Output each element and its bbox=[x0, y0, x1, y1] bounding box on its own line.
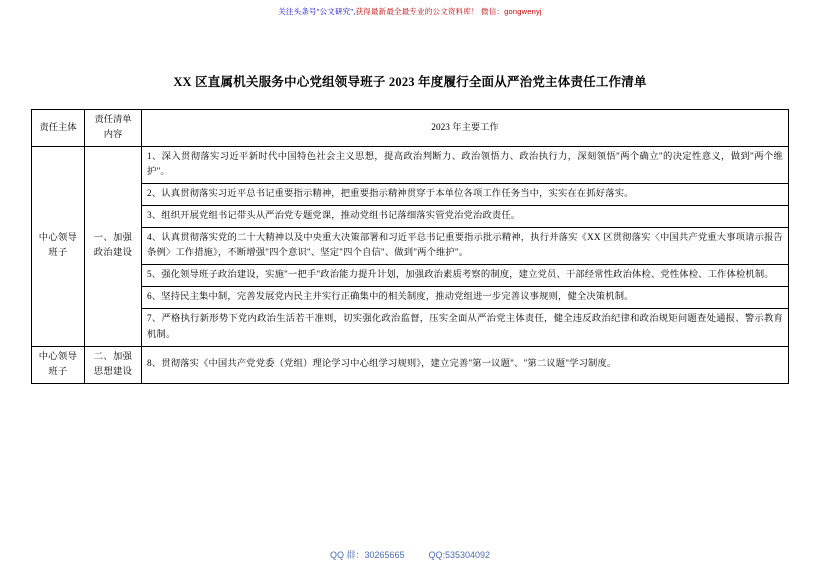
header-cell-work: 2023 年主要工作 bbox=[142, 110, 789, 147]
cell-work: 1、深入贯彻落实习近平新时代中国特色社会主义思想，提高政治判断力、政治领悟力、政治执行力，深刻领悟"两个确立"的决定性意义，做到"两个维护"。 bbox=[142, 147, 789, 184]
promo-banner bbox=[0, 0, 820, 22]
cell-work: 8、贯彻落实《中国共产党党委（党组）理论学习中心组学习规则》，建立完善"第一议题"、"第二议题"学习制度。 bbox=[142, 346, 789, 383]
table-row bbox=[32, 309, 789, 346]
table-row bbox=[32, 228, 789, 265]
table-body bbox=[32, 147, 789, 384]
cell-work: 2、认真贯彻落实习近平总书记重要指示精神，把重要指示精神贯穿于本单位各项工作任务当中，实实在在抓好落实。 bbox=[142, 184, 789, 206]
table-row bbox=[32, 184, 789, 206]
cell-listname: 一、加强政治建设 bbox=[85, 147, 142, 346]
promo-banner-text bbox=[278, 6, 542, 17]
table-row bbox=[32, 147, 789, 184]
footer-qq: QQ:535304092 bbox=[428, 550, 491, 560]
footer-qq-group: QQ 群：30265665 bbox=[329, 550, 405, 560]
header-cell-subject: 责任主体 bbox=[32, 110, 85, 147]
cell-subject: 中心领导班子 bbox=[32, 346, 85, 383]
responsibility-table bbox=[31, 109, 789, 384]
table-row bbox=[32, 265, 789, 287]
header-cell-listname: 责任清单内容 bbox=[85, 110, 142, 147]
table-header bbox=[32, 110, 789, 147]
page-title: XX 区直属机关服务中心党组领导班子 2023 年度履行全面从严治党主体责任工作清单 bbox=[173, 75, 647, 89]
cell-work: 5、强化领导班子政治建设，实施"一把手"政治能力提升计划，加强政治素质考察的制度，建立党员、干部经常性政治体检、党性体检、工作体检机制。 bbox=[142, 265, 789, 287]
footer-contacts bbox=[0, 548, 820, 561]
cell-work: 6、坚持民主集中制，完善发展党内民主并实行正确集中的相关制度，推动党组进一步完善议事规则，健全决策机制。 bbox=[142, 287, 789, 309]
table-row bbox=[32, 287, 789, 309]
promo-banner-segment-2: 获得最新最全最专业的公文资料库！ 微信：gongwenyj bbox=[355, 6, 542, 16]
table-row bbox=[32, 206, 789, 228]
table-row bbox=[32, 346, 789, 383]
cell-listname: 二、加强思想建设 bbox=[85, 346, 142, 383]
cell-work: 3、组织开展党组书记带头从严治党专题党课，推动党组书记落细落实管党治党治政责任。 bbox=[142, 206, 789, 228]
cell-subject: 中心领导班子 bbox=[32, 147, 85, 346]
promo-banner-segment-1: 关注头条号"公文研究", bbox=[278, 6, 356, 16]
table-header-row bbox=[32, 110, 789, 147]
cell-work: 4、认真贯彻落实党的二十大精神以及中央重大决策部署和习近平总书记重要指示批示精神，执行并落实《XX 区贯彻落实〈中国共产党重大事项请示报告条例〉工作措施》，不断增强"四个意识"、坚定"四个自信"、做到"两个维护"。 bbox=[142, 228, 789, 265]
cell-work: 7、严格执行新形势下党内政治生活若干准则，切实强化政治监督，压实全面从严治党主体责任，健全违反政治纪律和政治规矩问题查处通报、警示教育机制。 bbox=[142, 309, 789, 346]
